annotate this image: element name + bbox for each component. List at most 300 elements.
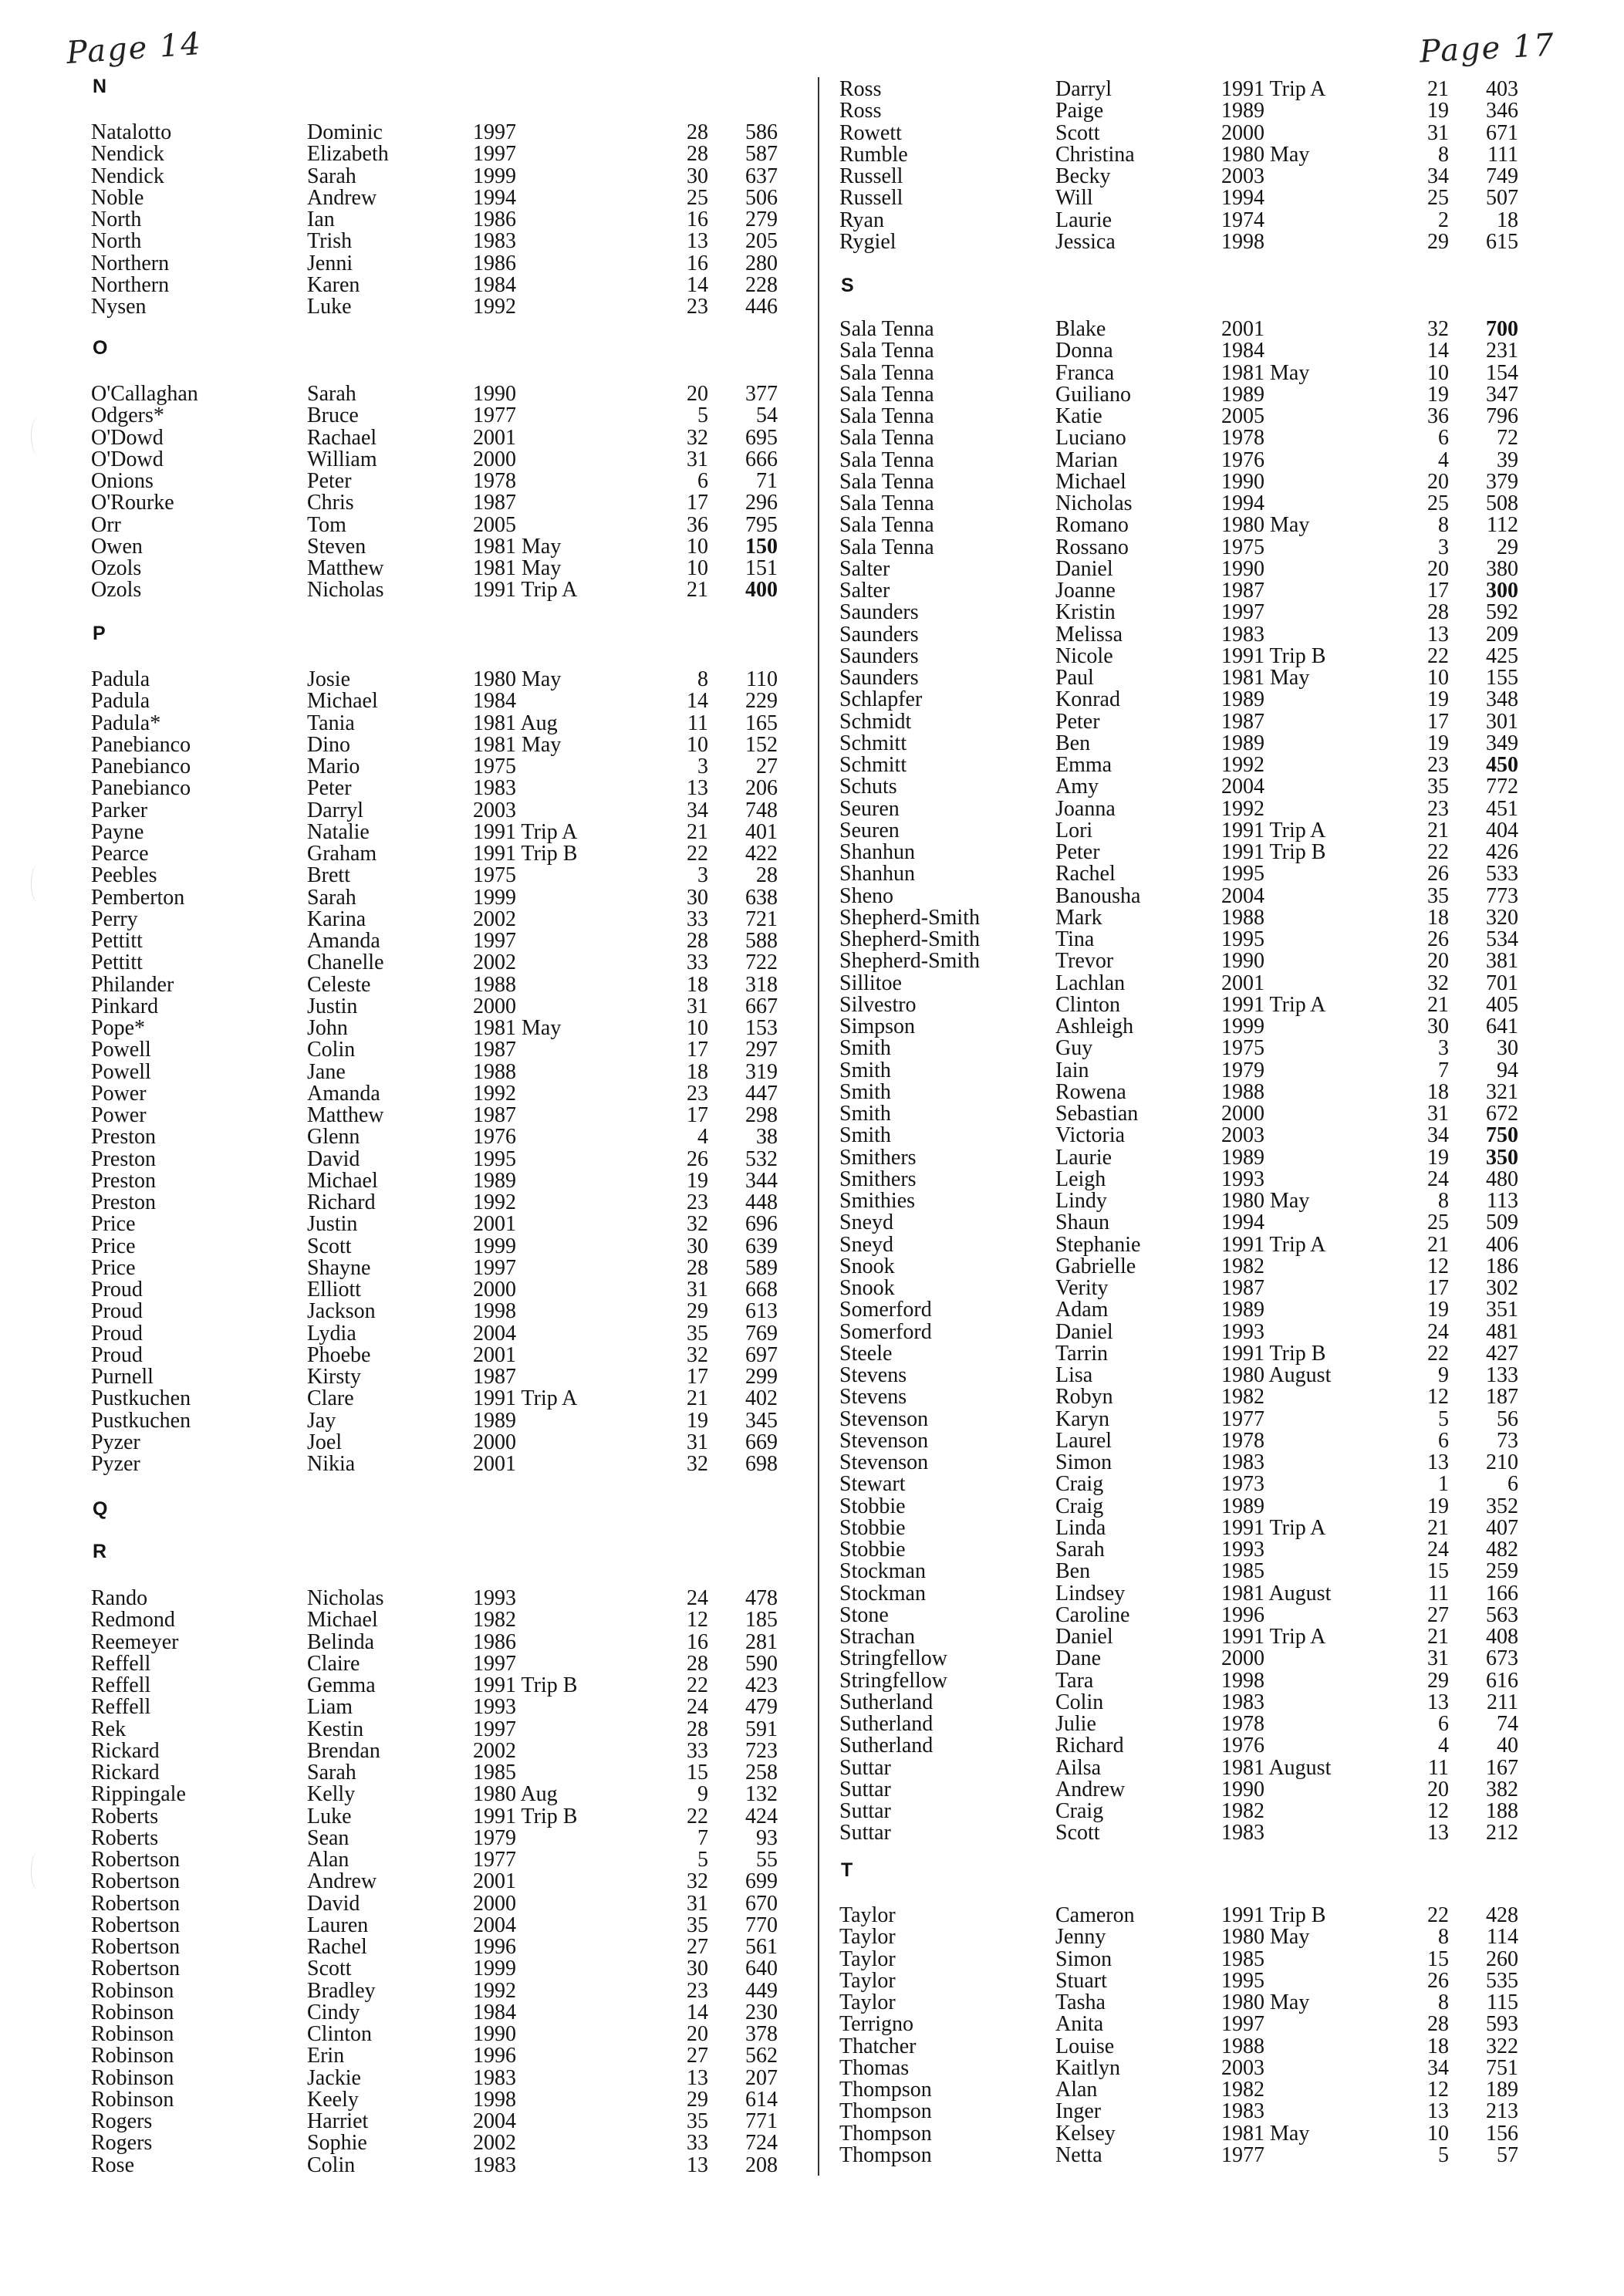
- cell-surname: Smithers: [839, 1167, 917, 1191]
- cell-year: 1977: [1221, 1406, 1264, 1431]
- cell-surname: Robertson: [91, 1935, 181, 1959]
- index-row: [839, 1692, 1534, 1714]
- cell-year: 1978: [473, 469, 516, 493]
- cell-year: 1992: [473, 295, 516, 319]
- index-row: [839, 1539, 1534, 1561]
- cell-given: Ailsa: [1055, 1755, 1102, 1780]
- index-row: [839, 1079, 1534, 1104]
- cell-vol: 22: [1427, 643, 1449, 668]
- cell-given: David: [307, 1891, 360, 1916]
- cell-vol: 18: [687, 1059, 708, 1084]
- cell-year: 2000: [1221, 120, 1264, 145]
- cell-year: 1988: [473, 972, 516, 997]
- cell-page: 297: [745, 1038, 778, 1062]
- index-row: [839, 883, 1534, 908]
- cell-given: Guy: [1055, 1036, 1093, 1061]
- cell-page: 673: [1486, 1646, 1518, 1671]
- cell-vol: 4: [1438, 1734, 1449, 1758]
- cell-given: Amanda: [307, 1081, 380, 1106]
- cell-given: Sarah: [307, 1761, 356, 1784]
- cell-given: Colin: [307, 1038, 356, 1062]
- cell-given: Justin: [307, 994, 358, 1018]
- cell-vol: 21: [1427, 1515, 1449, 1540]
- cell-page: 772: [1486, 775, 1518, 799]
- cell-year: 1981 August: [1221, 1581, 1332, 1606]
- cell-year: 1993: [473, 1586, 516, 1610]
- cell-vol: 11: [1428, 1755, 1449, 1780]
- index-row: [91, 909, 785, 930]
- index-row: [91, 952, 785, 974]
- section-letter: P: [93, 623, 106, 644]
- index-row: [91, 865, 785, 886]
- index-row: [839, 1561, 1534, 1582]
- cell-year: 1997: [1221, 600, 1264, 625]
- cell-given: Michael: [307, 689, 378, 714]
- cell-vol: 12: [1427, 1254, 1449, 1278]
- index-row: [839, 1735, 1534, 1757]
- cell-page: 427: [1486, 1341, 1518, 1366]
- cell-given: Ashleigh: [1055, 1015, 1134, 1038]
- cell-vol: 17: [687, 1103, 708, 1127]
- cell-surname: Sala Tenna: [839, 469, 934, 494]
- cell-vol: 28: [1427, 600, 1449, 625]
- cell-vol: 34: [1427, 164, 1449, 188]
- cell-given: Elliott: [307, 1278, 361, 1302]
- cell-surname: Taylor: [839, 1903, 896, 1927]
- cell-vol: 13: [687, 229, 708, 254]
- cell-page: 379: [1486, 469, 1518, 494]
- cell-vol: 21: [687, 819, 708, 844]
- cell-given: Matthew: [307, 556, 384, 580]
- cell-surname: Sheno: [839, 883, 893, 908]
- cell-page: 381: [1486, 949, 1518, 974]
- index-row: [839, 689, 1534, 711]
- index-row: [839, 2142, 1534, 2167]
- cell-given: Scott: [1055, 120, 1100, 145]
- cell-year: 1999: [473, 885, 516, 910]
- cell-surname: Nendick: [91, 164, 164, 188]
- cell-vol: 25: [1427, 186, 1449, 211]
- cell-given: Tina: [1055, 927, 1095, 951]
- cell-surname: Northern: [91, 272, 170, 297]
- section-rows: [839, 1905, 1534, 2166]
- cell-given: Belinda: [307, 1629, 375, 1654]
- cell-year: 1994: [1221, 186, 1264, 211]
- cell-year: 1989: [1221, 1298, 1264, 1322]
- cell-page: 616: [1486, 1668, 1518, 1693]
- index-row: [839, 1299, 1534, 1321]
- cell-given: Darryl: [1055, 77, 1112, 101]
- cell-year: 1995: [1221, 927, 1264, 951]
- cell-year: 1981 May: [1221, 2121, 1310, 2146]
- cell-year: 1997: [473, 1651, 516, 1676]
- cell-year: 1985: [1221, 1947, 1264, 1971]
- cell-year: 1990: [1221, 949, 1264, 974]
- cell-vol: 17: [1427, 579, 1449, 603]
- cell-page: 587: [745, 142, 778, 167]
- index-row: [91, 427, 785, 449]
- index-row: [91, 778, 785, 799]
- cell-vol: 19: [1427, 382, 1449, 407]
- cell-given: Andrew: [307, 185, 377, 210]
- cell-year: 1986: [473, 208, 516, 231]
- cell-year: 1997: [473, 1717, 516, 1741]
- cell-page: 697: [745, 1342, 778, 1367]
- cell-year: 1980 May: [1221, 513, 1310, 538]
- cell-surname: Sutherland: [839, 1734, 934, 1758]
- cell-page: 345: [745, 1408, 778, 1433]
- index-row: [839, 1147, 1534, 1169]
- index-row: [839, 973, 1534, 994]
- index-row: [839, 187, 1534, 209]
- index-row: [839, 776, 1534, 798]
- cell-year: 1994: [1221, 491, 1264, 515]
- cell-surname: Rowett: [839, 120, 902, 145]
- cell-page: 408: [1486, 1625, 1518, 1649]
- cell-surname: Roberts: [91, 1804, 159, 1828]
- cell-surname: Stringfellow: [839, 1646, 947, 1671]
- cell-year: 1975: [473, 755, 516, 778]
- cell-surname: Reffell: [91, 1695, 151, 1720]
- cell-vol: 8: [1438, 142, 1449, 167]
- index-row: [91, 1697, 785, 1718]
- cell-vol: 25: [687, 185, 708, 210]
- cell-year: 1977: [1221, 2142, 1264, 2167]
- cell-given: Dominic: [307, 120, 383, 144]
- cell-given: Tom: [307, 512, 346, 537]
- cell-given: Chris: [307, 491, 354, 515]
- cell-vol: 16: [687, 1629, 708, 1654]
- cell-vol: 10: [687, 732, 708, 757]
- cell-given: Nicholas: [307, 578, 384, 603]
- cell-surname: Stobbie: [839, 1515, 906, 1540]
- cell-page: 535: [1486, 1968, 1518, 1993]
- cell-year: 1980 May: [1221, 1189, 1310, 1213]
- cell-vol: 17: [687, 491, 708, 515]
- page-label-right: Page 17: [1418, 27, 1556, 70]
- cell-page: 210: [1486, 1450, 1518, 1474]
- cell-surname: Steele: [839, 1341, 893, 1366]
- cell-given: Harriet: [307, 2109, 369, 2133]
- cell-page: 18: [1497, 208, 1518, 232]
- cell-year: 1988: [1221, 905, 1264, 930]
- index-row: [839, 1757, 1534, 1779]
- cell-year: 1991 Trip B: [1221, 840, 1326, 864]
- cell-given: Karyn: [1055, 1406, 1109, 1431]
- cell-page: 208: [745, 2152, 778, 2177]
- cell-vol: 15: [1427, 1947, 1449, 1971]
- cell-given: Katie: [1055, 404, 1102, 428]
- cell-year: 1987: [473, 491, 516, 515]
- cell-surname: Proud: [91, 1342, 143, 1367]
- cell-page: 402: [745, 1386, 778, 1411]
- index-row: [91, 1146, 785, 1171]
- index-row: [91, 1806, 785, 1828]
- cell-surname: Stobbie: [839, 1538, 906, 1562]
- cell-vol: 8: [697, 667, 708, 691]
- cell-page: 258: [745, 1761, 778, 1784]
- cell-page: 378: [745, 2022, 778, 2046]
- cell-year: 1989: [473, 1168, 516, 1193]
- cell-page: 213: [1486, 2099, 1518, 2124]
- cell-vol: 12: [1427, 1799, 1449, 1823]
- cell-year: 1981 May: [473, 1016, 562, 1040]
- cell-surname: Reffell: [91, 1673, 151, 1697]
- cell-year: 1977: [473, 1848, 516, 1872]
- cell-page: 404: [1486, 818, 1518, 842]
- cell-page: 795: [745, 512, 778, 537]
- index-row: [839, 1626, 1534, 1648]
- punch-hole-mark: [31, 864, 46, 903]
- cell-vol: 22: [1427, 1903, 1449, 1927]
- cell-given: Kristin: [1055, 600, 1116, 625]
- cell-surname: Payne: [91, 819, 144, 844]
- cell-page: 749: [1486, 164, 1518, 188]
- cell-page: 769: [745, 1321, 778, 1346]
- cell-vol: 22: [1427, 840, 1449, 864]
- cell-surname: Sala Tenna: [839, 317, 934, 341]
- index-row: [91, 1719, 785, 1741]
- cell-year: 1987: [473, 1038, 516, 1062]
- cell-page: 155: [1486, 666, 1518, 690]
- cell-year: 1999: [473, 1234, 516, 1258]
- cell-surname: Robertson: [91, 1957, 181, 1981]
- cell-given: Kelsey: [1055, 2121, 1116, 2146]
- index-row: [91, 1105, 785, 1126]
- cell-year: 2004: [473, 2109, 516, 2133]
- cell-page: 426: [1486, 840, 1518, 864]
- cell-given: Andrew: [1055, 1777, 1126, 1801]
- cell-year: 1975: [473, 863, 516, 888]
- index-row: [839, 1125, 1534, 1146]
- cell-given: Verity: [1055, 1276, 1109, 1300]
- cell-surname: Proud: [91, 1278, 143, 1302]
- cell-year: 1983: [473, 2065, 516, 2090]
- cell-year: 1991 Trip A: [1221, 992, 1326, 1017]
- cell-year: 1993: [1221, 1319, 1264, 1344]
- cell-surname: Northern: [91, 251, 170, 275]
- cell-given: Erin: [307, 2044, 345, 2068]
- cell-year: 1997: [473, 1255, 516, 1280]
- cell-year: 1982: [1221, 1385, 1264, 1410]
- cell-page: 302: [1486, 1276, 1518, 1300]
- cell-surname: Smith: [839, 1079, 891, 1104]
- cell-vol: 19: [687, 1168, 708, 1193]
- cell-vol: 12: [1427, 1385, 1449, 1410]
- cell-page: 424: [745, 1804, 778, 1828]
- cell-vol: 32: [1427, 317, 1449, 341]
- cell-page: 351: [1486, 1298, 1518, 1322]
- cell-year: 1991 Trip B: [1221, 643, 1326, 668]
- cell-vol: 26: [1427, 1968, 1449, 1993]
- index-row: [839, 210, 1534, 231]
- cell-vol: 7: [1438, 1058, 1449, 1082]
- index-row: [839, 907, 1534, 929]
- index-row: [91, 1170, 785, 1192]
- cell-year: 1983: [473, 2152, 516, 2177]
- cell-year: 1987: [473, 1365, 516, 1389]
- cell-given: Robyn: [1055, 1385, 1113, 1410]
- cell-given: Tara: [1055, 1668, 1094, 1693]
- cell-given: Nicholas: [307, 1586, 384, 1610]
- index-row: [839, 2014, 1534, 2035]
- cell-given: Bruce: [307, 403, 359, 428]
- cell-vol: 6: [697, 469, 708, 493]
- cell-vol: 13: [1427, 1690, 1449, 1714]
- cell-year: 2001: [473, 1342, 516, 1367]
- cell-surname: Pyzer: [91, 1430, 140, 1454]
- cell-surname: Russell: [839, 164, 903, 188]
- cell-surname: Salter: [839, 579, 890, 603]
- cell-year: 2003: [473, 798, 516, 822]
- index-row: [91, 819, 785, 844]
- cell-year: 2003: [1221, 1123, 1264, 1148]
- cell-vol: 29: [687, 2087, 708, 2112]
- cell-given: Shaun: [1055, 1210, 1109, 1235]
- cell-given: Lisa: [1055, 1363, 1093, 1387]
- index-row: [839, 1992, 1534, 2014]
- cell-year: 1976: [1221, 1734, 1264, 1758]
- cell-surname: Robertson: [91, 1869, 181, 1894]
- index-row: [91, 1410, 785, 1432]
- cell-year: 1980 Aug: [473, 1782, 558, 1807]
- cell-year: 1975: [1221, 1036, 1264, 1061]
- cell-year: 1995: [1221, 862, 1264, 886]
- cell-page: 425: [1486, 643, 1518, 668]
- cell-vol: 22: [687, 842, 708, 866]
- cell-surname: Sala Tenna: [839, 447, 934, 472]
- cell-given: Linda: [1055, 1515, 1106, 1540]
- cell-given: Richard: [1055, 1734, 1124, 1758]
- cell-surname: Schmidt: [839, 709, 912, 734]
- index-row: [91, 1018, 785, 1039]
- cell-page: 110: [746, 667, 778, 691]
- index-row: [91, 1936, 785, 1958]
- index-row: [839, 1515, 1534, 1540]
- index-row: [839, 231, 1534, 253]
- cell-page: 319: [745, 1059, 778, 1084]
- index-row: [839, 1926, 1534, 1948]
- index-row: [839, 1714, 1534, 1735]
- cell-year: 1993: [1221, 1538, 1264, 1562]
- index-row: [839, 1190, 1534, 1212]
- cell-year: 1981 May: [473, 556, 562, 580]
- cell-vol: 19: [1427, 1145, 1449, 1170]
- index-row: [839, 447, 1534, 472]
- cell-surname: Stevens: [839, 1385, 907, 1410]
- index-row: [839, 1103, 1534, 1125]
- index-row: [91, 2111, 785, 2132]
- index-row: [91, 1893, 785, 1915]
- cell-surname: Robertson: [91, 1891, 181, 1916]
- cell-year: 2004: [473, 1913, 516, 1937]
- index-row: [839, 733, 1534, 755]
- cell-given: Simon: [1055, 1450, 1112, 1474]
- cell-page: 423: [745, 1673, 778, 1697]
- cell-page: 73: [1497, 1428, 1518, 1453]
- cell-page: 28: [756, 863, 778, 888]
- index-row: [839, 319, 1534, 340]
- cell-year: 1983: [1221, 1690, 1264, 1714]
- cell-year: 1981 May: [1221, 360, 1310, 385]
- cell-vol: 6: [1438, 1712, 1449, 1736]
- index-row: [839, 1602, 1534, 1627]
- cell-given: Luke: [307, 295, 352, 319]
- cell-vol: 36: [1427, 404, 1449, 428]
- cell-page: 698: [745, 1452, 778, 1476]
- cell-year: 1975: [1221, 535, 1264, 559]
- cell-vol: 15: [1427, 1559, 1449, 1584]
- cell-year: 1981 May: [473, 534, 562, 559]
- cell-vol: 10: [1427, 2121, 1449, 2146]
- cell-given: Phoebe: [307, 1342, 371, 1367]
- cell-surname: Pustkuchen: [91, 1386, 191, 1411]
- cell-vol: 28: [687, 1255, 708, 1280]
- cell-year: 1980 May: [1221, 142, 1310, 167]
- cell-surname: Stevenson: [839, 1428, 929, 1453]
- index-row: [839, 1016, 1534, 1038]
- index-row: [91, 1192, 785, 1214]
- cell-surname: Shepherd-Smith: [839, 905, 980, 930]
- index-row: [91, 2002, 785, 2024]
- cell-vol: 17: [1427, 1276, 1449, 1300]
- cell-year: 2004: [473, 1321, 516, 1346]
- cell-surname: North: [91, 208, 142, 231]
- cell-surname: Pope*: [91, 1016, 145, 1040]
- cell-given: Will: [1055, 186, 1093, 211]
- cell-given: Scott: [307, 1957, 352, 1981]
- cell-page: 722: [745, 950, 778, 975]
- cell-page: 167: [1486, 1755, 1518, 1780]
- cell-vol: 3: [1438, 535, 1449, 559]
- cell-surname: Somerford: [839, 1319, 932, 1344]
- cell-page: 38: [756, 1125, 778, 1150]
- cell-given: Melissa: [1055, 622, 1123, 647]
- cell-given: Peter: [1055, 840, 1100, 864]
- cell-given: Craig: [1055, 1494, 1104, 1518]
- index-row: [839, 1038, 1534, 1059]
- cell-given: Tania: [307, 711, 355, 735]
- cell-page: 152: [745, 732, 778, 757]
- cell-surname: Sillitoe: [839, 971, 902, 995]
- cell-vol: 8: [1438, 513, 1449, 538]
- cell-surname: Pinkard: [91, 994, 159, 1018]
- cell-given: Becky: [1055, 164, 1111, 188]
- cell-surname: Rickard: [91, 1738, 160, 1763]
- cell-vol: 18: [1427, 2034, 1449, 2058]
- cell-given: Trevor: [1055, 949, 1114, 974]
- index-row: [839, 863, 1534, 885]
- cell-year: 2000: [1221, 1646, 1264, 1671]
- cell-surname: Ross: [839, 99, 882, 123]
- index-row: [91, 383, 785, 405]
- cell-page: 71: [756, 469, 778, 493]
- cell-given: Bradley: [307, 1978, 376, 2003]
- index-row: [91, 930, 785, 952]
- cell-year: 1991 Trip A: [473, 819, 578, 844]
- index-row: [91, 2132, 785, 2154]
- cell-surname: Taylor: [839, 1968, 896, 1993]
- cell-surname: Thomas: [839, 2055, 910, 2080]
- cell-given: Colin: [1055, 1690, 1104, 1714]
- index-row: [91, 1214, 785, 1235]
- index-row: [91, 492, 785, 514]
- cell-vol: 21: [1427, 818, 1449, 842]
- cell-given: Konrad: [1055, 687, 1120, 712]
- cell-surname: Orr: [91, 512, 121, 537]
- cell-given: Luciano: [1055, 426, 1126, 451]
- cell-page: 667: [745, 994, 778, 1018]
